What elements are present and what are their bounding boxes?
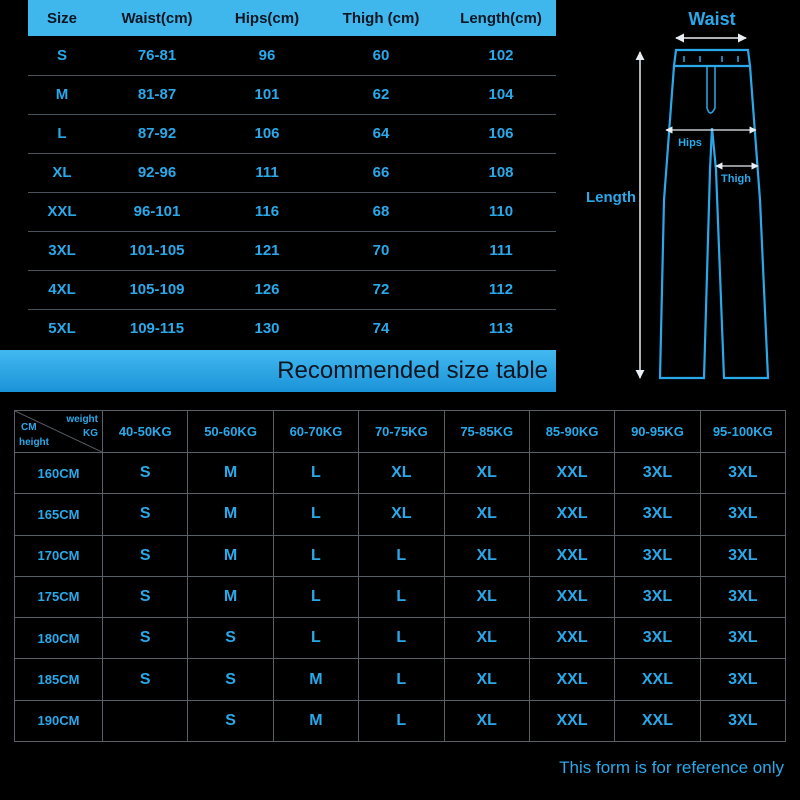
size-recommendation: L — [359, 659, 444, 700]
size-chart-row — [28, 153, 556, 192]
size-chart-row — [28, 36, 556, 75]
reference-footnote: This form is for reference only — [559, 758, 784, 777]
size-chart-cell: 101-105 — [96, 231, 218, 270]
height-label: 190CM — [15, 700, 103, 741]
size-chart-cell: 113 — [488, 320, 514, 338]
size-recommendation: XXL — [529, 659, 614, 700]
size-chart-cell: 110 — [446, 192, 556, 231]
size-chart-cell: 116 — [218, 192, 316, 231]
pants-diagram — [560, 0, 800, 400]
size-recommendation: 3XL — [615, 576, 700, 617]
size-chart-cell: 109-115 — [129, 320, 185, 338]
size-chart-cell: 3XL — [28, 231, 96, 270]
size-chart-cell: 111 — [446, 231, 556, 270]
size-recommendation: M — [188, 535, 273, 576]
size-recommendation: XXL — [529, 494, 614, 535]
size-chart-cell: 5XL — [48, 320, 76, 338]
weight-header: 75-85KG — [444, 411, 529, 453]
recommended-table-body — [15, 453, 786, 742]
size-recommendation: XL — [444, 659, 529, 700]
size-recommendation — [103, 700, 188, 741]
weight-header: 70-75KG — [359, 411, 444, 453]
weight-header: 90-95KG — [615, 411, 700, 453]
size-recommendation: L — [273, 576, 358, 617]
size-chart-cell: 105-109 — [96, 270, 218, 309]
size-chart-cell: 70 — [316, 231, 446, 270]
height-label: 185CM — [15, 659, 103, 700]
corner-cell — [15, 411, 103, 453]
height-label: 170CM — [15, 535, 103, 576]
height-label: 180CM — [15, 618, 103, 659]
size-chart-cell: 60 — [316, 36, 446, 75]
size-recommendation: L — [273, 453, 358, 494]
size-chart-header: Size — [28, 0, 96, 36]
size-recommendation: XL — [444, 535, 529, 576]
size-chart-cell: 96 — [218, 36, 316, 75]
size-chart-row — [28, 309, 556, 348]
height-row — [15, 700, 786, 741]
size-recommendation: 3XL — [615, 453, 700, 494]
corner-weight-label: weight — [66, 414, 98, 425]
corner-kg-label: KG — [83, 428, 98, 439]
size-recommendation: S — [103, 576, 188, 617]
corner-height-label: height — [19, 437, 49, 448]
size-chart-cell: M — [28, 75, 96, 114]
size-chart-cell: 68 — [316, 192, 446, 231]
size-recommendation: S — [188, 659, 273, 700]
size-chart-cell: 111 — [218, 153, 316, 192]
size-recommendation: XXL — [615, 659, 700, 700]
size-recommendation: XXL — [529, 618, 614, 659]
height-row — [15, 618, 786, 659]
size-chart-cell: 112 — [446, 270, 556, 309]
size-recommendation: XL — [444, 494, 529, 535]
size-chart-row — [28, 114, 556, 153]
height-row — [15, 453, 786, 494]
size-chart-cell: 102 — [446, 36, 556, 75]
size-recommendation: 3XL — [700, 659, 785, 700]
length-label: Length — [586, 189, 636, 206]
size-chart-cell: 66 — [316, 153, 446, 192]
size-chart-cell: 106 — [218, 114, 316, 153]
size-chart-cell: 74 — [372, 320, 390, 338]
size-recommendation: XXL — [529, 576, 614, 617]
height-row — [15, 659, 786, 700]
size-recommendation: XL — [444, 576, 529, 617]
size-chart-cell: 126 — [218, 270, 316, 309]
size-chart-header: Length(cm) — [446, 0, 556, 36]
height-label: 160CM — [15, 453, 103, 494]
size-recommendation: L — [273, 494, 358, 535]
height-row — [15, 535, 786, 576]
size-chart-cell: S — [28, 36, 96, 75]
size-recommendation: 3XL — [700, 700, 785, 741]
size-chart-cell: 87-92 — [96, 114, 218, 153]
weight-header: 60-70KG — [273, 411, 358, 453]
size-recommendation: 3XL — [700, 494, 785, 535]
size-chart-cell: 72 — [316, 270, 446, 309]
size-chart-body — [28, 36, 556, 348]
size-chart-cell: 81-87 — [96, 75, 218, 114]
size-recommendation: 3XL — [615, 494, 700, 535]
size-chart-cell: 4XL — [28, 270, 96, 309]
size-recommendation: M — [188, 453, 273, 494]
size-chart-cell: 108 — [446, 153, 556, 192]
size-recommendation: M — [273, 700, 358, 741]
size-recommendation: S — [188, 618, 273, 659]
size-recommendation: M — [188, 494, 273, 535]
size-recommendation: 3XL — [700, 453, 785, 494]
size-chart-header: Waist(cm) — [96, 0, 218, 36]
size-chart-cell: 130 — [254, 320, 280, 338]
size-recommendation: XL — [359, 453, 444, 494]
size-chart-cell: 106 — [446, 114, 556, 153]
weight-header: 85-90KG — [529, 411, 614, 453]
size-chart-header: Thigh (cm) — [316, 0, 446, 36]
hips-label: Hips — [678, 137, 702, 149]
size-recommendation: XXL — [529, 535, 614, 576]
size-chart-cell: 104 — [446, 75, 556, 114]
size-recommendation: XL — [359, 494, 444, 535]
size-chart-cell: XL — [28, 153, 96, 192]
weight-header: 95-100KG — [700, 411, 785, 453]
height-row — [15, 576, 786, 617]
size-chart-row — [28, 192, 556, 231]
size-recommendation: 3XL — [615, 535, 700, 576]
size-chart-cell: L — [28, 114, 96, 153]
size-recommendation: XXL — [529, 700, 614, 741]
thigh-label: Thigh — [721, 173, 751, 185]
size-recommendation: L — [273, 618, 358, 659]
size-recommendation: XL — [444, 700, 529, 741]
size-chart-header-row — [28, 0, 556, 36]
size-recommendation: L — [359, 700, 444, 741]
size-chart-cell: XXL — [28, 192, 96, 231]
size-recommendation: L — [359, 535, 444, 576]
recommended-size-banner: Recommended size table — [0, 350, 556, 392]
size-recommendation: M — [273, 659, 358, 700]
size-recommendation: 3XL — [700, 535, 785, 576]
height-row — [15, 494, 786, 535]
size-recommendation: 3XL — [700, 576, 785, 617]
size-recommendation: S — [103, 453, 188, 494]
recommended-size-table — [14, 410, 786, 742]
size-recommendation: S — [103, 618, 188, 659]
weight-header-row — [15, 411, 786, 453]
size-chart-cell: 64 — [316, 114, 446, 153]
waist-label: Waist — [688, 9, 736, 29]
size-chart-cell: 62 — [316, 75, 446, 114]
height-label: 175CM — [15, 576, 103, 617]
size-recommendation: L — [273, 535, 358, 576]
size-recommendation: 3XL — [615, 618, 700, 659]
size-recommendation: XXL — [529, 453, 614, 494]
size-chart-cell: 101 — [218, 75, 316, 114]
size-chart-table — [28, 0, 556, 348]
size-chart-row — [28, 270, 556, 309]
size-recommendation: S — [188, 700, 273, 741]
corner-cm-label: CM — [21, 422, 37, 433]
size-recommendation: S — [103, 494, 188, 535]
size-recommendation: XL — [444, 453, 529, 494]
size-recommendation: S — [103, 535, 188, 576]
size-chart-row — [28, 231, 556, 270]
size-chart-cell: 92-96 — [96, 153, 218, 192]
size-recommendation: XXL — [615, 700, 700, 741]
size-recommendation: L — [359, 576, 444, 617]
size-chart-header: Hips(cm) — [218, 0, 316, 36]
size-recommendation: L — [359, 618, 444, 659]
pants-outline — [660, 50, 768, 378]
size-chart-cell: 121 — [218, 231, 316, 270]
size-recommendation: S — [103, 659, 188, 700]
size-recommendation: XL — [444, 618, 529, 659]
weight-header: 50-60KG — [188, 411, 273, 453]
size-chart-cell: 76-81 — [96, 36, 218, 75]
size-chart-row — [28, 75, 556, 114]
height-label: 165CM — [15, 494, 103, 535]
size-recommendation: M — [188, 576, 273, 617]
size-recommendation: 3XL — [700, 618, 785, 659]
size-chart-cell: 96-101 — [96, 192, 218, 231]
weight-header: 40-50KG — [103, 411, 188, 453]
